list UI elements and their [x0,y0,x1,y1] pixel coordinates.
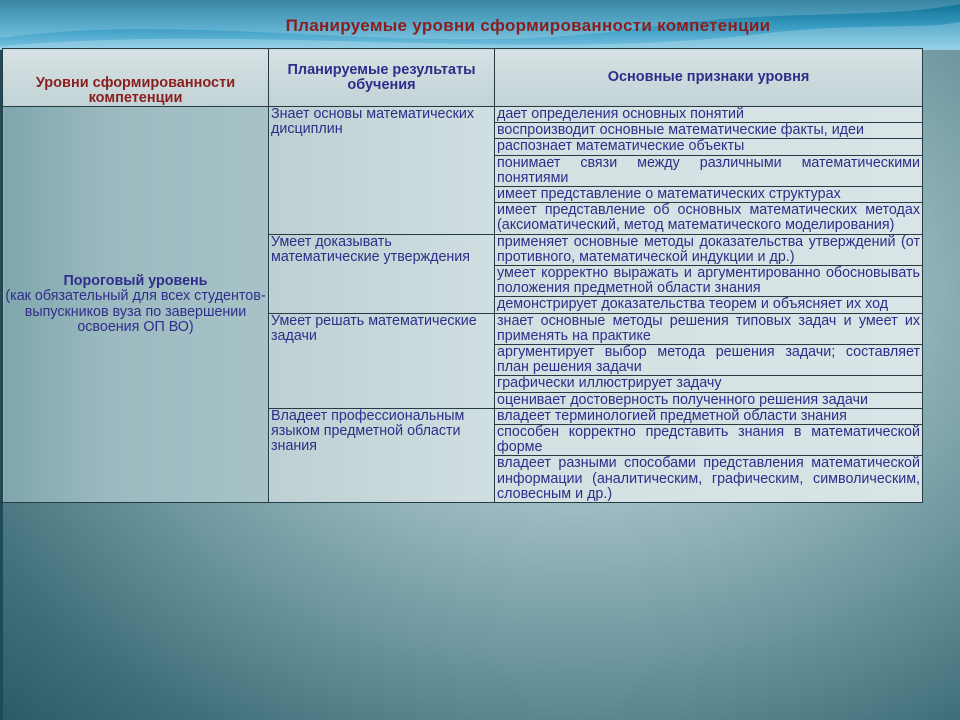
slide-title: Планируемые уровни сформированности компетенции [285,16,771,35]
level-description: (как обязательный для всех студентов-выпускников вуза по завершении освоения ОП ВО) [5,288,266,335]
sign-cell: воспроизводит основные математические факты, идеи [495,123,923,139]
sign-cell: владеет разными способами представления математической информации (аналитическим, графическим, символическим, словесным и др.) [495,456,923,503]
sign-cell: имеет представление о математических структурах [495,187,923,203]
sign-cell: дает определения основных понятий [495,107,923,123]
sign-cell: владеет терминологией предметной области знания [495,408,923,424]
result-cell: Знает основы математических дисциплин [269,107,495,235]
sign-cell: оценивает достоверность полученного решения задачи [495,392,923,408]
sign-cell: графически иллюстрирует задачу [495,376,923,392]
table-row [3,107,923,123]
sign-cell: имеет представление об основных математических методах (аксиоматический, метод математического моделирования) [495,203,923,234]
level-cell [3,107,269,503]
competence-levels-table [2,48,923,503]
column-header-signs: Основные признаки уровня [495,49,923,107]
sign-cell: знает основные методы решения типовых задач и умеет их применять на практике [495,313,923,344]
sign-cell: понимает связи между различными математическими понятиями [495,155,923,186]
sign-cell: применяет основные методы доказательства утверждений (от противного, математической индукции и др.) [495,234,923,265]
column-header-results: Планируемые результаты обучения [269,49,495,107]
result-cell: Владеет профессиональным языком предметной области знания [269,408,495,502]
sign-cell: аргументирует выбор метода решения задачи; составляет план решения задачи [495,345,923,376]
table-header-row [3,49,923,107]
result-cell: Умеет доказывать математические утверждения [269,234,495,313]
column-header-levels: Уровни сформированности компетенции [3,49,269,107]
level-name: Пороговый уровень [63,273,208,290]
result-cell: Умеет решать математические задачи [269,313,495,408]
sign-cell: способен корректно представить знания в математической форме [495,425,923,456]
sign-cell: распознает математические объекты [495,139,923,155]
sign-cell: демонстрирует доказательства теорем и объясняет их ход [495,297,923,313]
sign-cell: умеет корректно выражать и аргументированно обосновывать положения предметной области знания [495,266,923,297]
